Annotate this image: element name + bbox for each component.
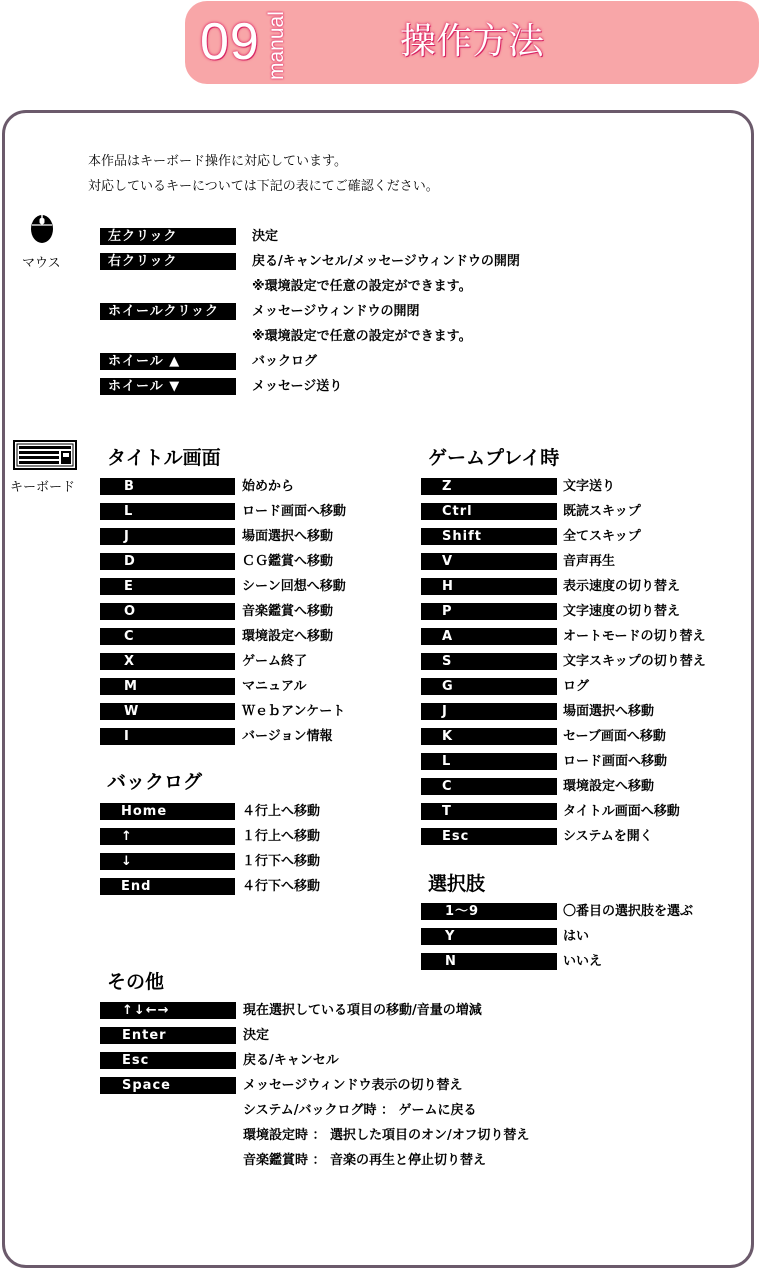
section-choices: 選択肢 — [428, 873, 486, 895]
key-description: １行下へ移動 — [242, 854, 321, 869]
others-note: 環境設定時 ： 選択した項目のオン/オフ切り替え — [243, 1128, 530, 1143]
key-description: ゲーム終了 — [242, 654, 308, 669]
key-description: 環境設定へ移動 — [563, 779, 655, 794]
key-description: 音楽鑑賞へ移動 — [242, 604, 334, 619]
manual-label: manual — [265, 11, 288, 80]
others-note: 音楽鑑賞時 ： 音楽の再生と停止切り替え — [243, 1153, 487, 1168]
key-description: 環境設定へ移動 — [242, 629, 334, 644]
key-description: ４行上へ移動 — [242, 804, 321, 819]
key-label: I — [100, 728, 235, 745]
key-description: ロード画面へ移動 — [563, 754, 668, 769]
key-description: メッセージウィンドウ表示の切り替え — [243, 1078, 463, 1093]
key-label: Ctrl — [421, 503, 557, 520]
key-label: Shift — [421, 528, 557, 545]
key-description: 決定 — [252, 229, 279, 244]
key-label: M — [100, 678, 235, 695]
key-label: X — [100, 653, 235, 670]
keyboard-icon — [13, 440, 77, 470]
key-description: タイトル画面へ移動 — [563, 804, 680, 819]
key-description: セーブ画面へ移動 — [563, 729, 666, 744]
key-label: ↑↓←→ — [100, 1002, 236, 1019]
key-description: 既読スキップ — [563, 504, 641, 519]
key-label: ホイール ▲ — [100, 353, 236, 370]
keyboard-label: キーボード — [10, 480, 76, 495]
key-label: L — [100, 503, 235, 520]
key-description: ＣＧ鑑賞へ移動 — [242, 554, 334, 569]
key-description: ログ — [563, 679, 590, 694]
key-label: A — [421, 628, 557, 645]
section-backlog: バックログ — [107, 771, 203, 793]
key-label: C — [100, 628, 235, 645]
key-description: 〇番目の選択肢を選ぶ — [563, 904, 694, 919]
key-label: ホイール ▼ — [100, 378, 236, 395]
key-description: シーン回想へ移動 — [242, 579, 346, 594]
key-description: メッセージ送り — [252, 379, 343, 394]
key-label: T — [421, 803, 557, 820]
key-description: ロード画面へ移動 — [242, 504, 347, 519]
key-description: システムを開く — [563, 829, 653, 844]
key-label: Space — [100, 1077, 236, 1094]
key-description: 音声再生 — [563, 554, 616, 569]
chapter-number: 09 — [200, 13, 260, 71]
key-label: J — [100, 528, 235, 545]
key-label: 1～9 — [421, 903, 557, 920]
mouse-note: ※環境設定で任意の設定ができます。 — [252, 279, 472, 294]
key-label: D — [100, 553, 235, 570]
key-description: 文字送り — [563, 479, 616, 494]
key-description: いいえ — [563, 954, 603, 969]
key-description: 全てスキップ — [563, 529, 641, 544]
key-description: 戻る/キャンセル/メッセージウィンドウの開閉 — [252, 254, 520, 269]
section-title-screen: タイトル画面 — [107, 447, 221, 469]
key-label: N — [421, 953, 557, 970]
key-description: Ｗｅｂアンケート — [242, 704, 346, 719]
key-description: はい — [563, 929, 590, 944]
key-description: 決定 — [243, 1028, 270, 1043]
key-label: C — [421, 778, 557, 795]
key-description: バージョン情報 — [242, 729, 333, 744]
key-description: 始めから — [242, 479, 295, 494]
section-gameplay: ゲームプレイ時 — [428, 447, 560, 469]
intro-line-2: 対応しているキーについては下記の表にてご確認ください。 — [88, 179, 439, 194]
key-description: マニュアル — [242, 679, 307, 694]
key-label: H — [421, 578, 557, 595]
key-label: W — [100, 703, 235, 720]
key-label: B — [100, 478, 235, 495]
key-description: 場面選択へ移動 — [242, 529, 334, 544]
mouse-icon — [29, 212, 55, 244]
key-label: ↑ — [100, 828, 235, 845]
key-description: 表示速度の切り替え — [563, 579, 681, 594]
key-label: 右クリック — [100, 253, 236, 270]
key-description: 文字スキップの切り替え — [563, 654, 706, 669]
key-label: Enter — [100, 1027, 236, 1044]
key-label: G — [421, 678, 557, 695]
key-label: V — [421, 553, 557, 570]
key-label: Z — [421, 478, 557, 495]
page-title: 操作方法 — [400, 21, 545, 62]
key-label: Esc — [100, 1052, 236, 1069]
key-label: E — [100, 578, 235, 595]
key-description: バックログ — [252, 354, 318, 369]
key-description: 戻る/キャンセル — [243, 1053, 339, 1068]
key-label: L — [421, 753, 557, 770]
key-label: K — [421, 728, 557, 745]
key-description: オートモードの切り替え — [563, 629, 706, 644]
key-description: １行上へ移動 — [242, 829, 321, 844]
key-description: ４行下へ移動 — [242, 879, 321, 894]
key-label: 左クリック — [100, 228, 236, 245]
key-description: 文字速度の切り替え — [563, 604, 681, 619]
key-label: ホイールクリック — [100, 303, 236, 320]
key-description: メッセージウィンドウの開閉 — [252, 304, 420, 319]
key-description: 現在選択している項目の移動/音量の増減 — [243, 1003, 482, 1018]
key-label: End — [100, 878, 235, 895]
key-label: O — [100, 603, 235, 620]
key-label: Esc — [421, 828, 557, 845]
key-label: P — [421, 603, 557, 620]
key-label: ↓ — [100, 853, 235, 870]
intro-line-1: 本作品はキーボード操作に対応しています。 — [88, 154, 347, 169]
key-label: Home — [100, 803, 235, 820]
key-label: J — [421, 703, 557, 720]
section-others: その他 — [107, 971, 165, 993]
key-label: S — [421, 653, 557, 670]
mouse-label: マウス — [22, 256, 61, 271]
others-note: システム/バックログ時 ： ゲームに戻る — [243, 1103, 477, 1118]
key-description: 場面選択へ移動 — [563, 704, 655, 719]
mouse-note: ※環境設定で任意の設定ができます。 — [252, 329, 472, 344]
key-label: Y — [421, 928, 557, 945]
